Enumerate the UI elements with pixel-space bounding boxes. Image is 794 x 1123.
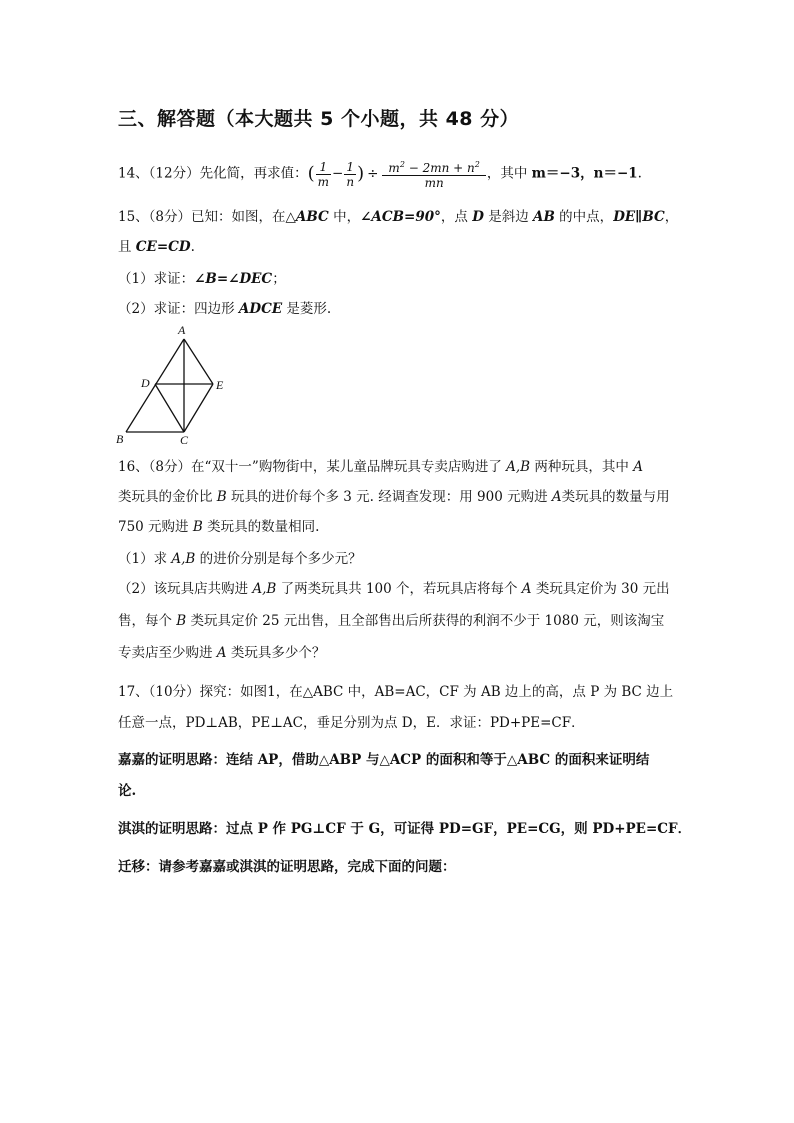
- q16-b-2: B: [192, 519, 203, 535]
- label-c: C: [180, 433, 189, 447]
- fraction-1-over-n: [344, 160, 356, 189]
- right-paren: ): [357, 163, 365, 184]
- q15-text-f: ，: [664, 209, 679, 225]
- transfer-prompt: 迁移：请参考嘉嘉或淇淇的证明思路，完成下面的问题：: [118, 859, 456, 875]
- figure-lines: [126, 339, 213, 432]
- q15-text-d: 是斜边: [483, 209, 533, 225]
- q17-line-2: 任意一点，PD⊥AB，PE⊥AC，垂足分别为点 D，E．求证：PD+PE=CF．: [118, 715, 585, 731]
- q16-line-1: [118, 458, 643, 476]
- q16-part-2-end: [118, 644, 325, 662]
- q16-line-2: [118, 488, 670, 506]
- q15-text-b: 中，: [328, 209, 361, 225]
- rhombus-figure: [112, 322, 232, 448]
- jiajia-idea-2: 论.: [118, 783, 137, 799]
- question-14: [118, 158, 642, 190]
- qiqi-idea: 淇淇的证明思路：过点 P 作 PG⊥CF 于 G，可证得 PD=GF，PE=CG，则 PD+PE=CF．: [118, 821, 692, 837]
- q16-b: B: [216, 489, 227, 505]
- q15-p2-b: ADCE: [238, 301, 283, 317]
- q16-ab-3: A,B: [252, 581, 277, 597]
- q14-end: .: [637, 165, 642, 182]
- q17-line-1: 17、（10分）探究：如图1，在△ABC 中，AB=AC，CF 为 AB 边上的高，点 P 为 BC 边上: [118, 684, 674, 700]
- jiajia-idea-1: 嘉嘉的证明思路：连结 AP，借助△ABP 与△ACP 的面积和等于△ABC 的面积来证明结: [118, 752, 650, 768]
- q15-line2-b: .: [190, 239, 195, 255]
- q15-text-c: ，点: [440, 209, 473, 225]
- q15-ce-cd: CE=CD: [135, 239, 191, 255]
- frac1-denominator: m: [317, 174, 330, 189]
- q15-line2-a: 且: [118, 239, 136, 255]
- segment-ec: [184, 384, 213, 432]
- q15-line-2: [118, 238, 195, 256]
- q15-angle: ∠ACB=90°: [360, 209, 441, 225]
- q16-p1-a: （1）求: [118, 551, 172, 567]
- q16-l3-a: 750 元购进: [118, 519, 193, 535]
- q16-p3-a: 售，每个: [118, 613, 177, 629]
- q16-l2-a: 类玩具的金价比: [118, 489, 217, 505]
- q16-b-3: B: [176, 613, 187, 629]
- q16-p4-b: 类玩具多少个？: [226, 645, 326, 661]
- num-n-exp: 2: [474, 160, 480, 169]
- q16-p3-b: 类玩具定价 25 元出售，且全部售出后所获得的利润不少于 1080 元，则该淘宝: [186, 613, 665, 629]
- label-a: A: [178, 323, 186, 337]
- frac2-denominator: n: [346, 174, 355, 189]
- q15-text-a: 15、（8分）已知：如图，在: [118, 209, 286, 225]
- q16-p2-c: 类玩具定价为 30 元出: [531, 581, 670, 597]
- q15-point-d: D: [472, 209, 484, 225]
- q15-p2-a: （2）求证：四边形: [118, 301, 239, 317]
- q15-line-1: [118, 208, 678, 226]
- q16-ab-2: A,B: [171, 551, 196, 567]
- label-b: B: [116, 432, 124, 446]
- left-paren: (: [307, 163, 315, 184]
- q16-l1-b: 两种玩具，其中: [530, 459, 634, 475]
- q16-part-2: [118, 580, 670, 598]
- q15-part-1: [118, 270, 286, 288]
- q15-text-e: 的中点，: [554, 209, 614, 225]
- q16-a-3: A: [521, 581, 532, 597]
- q15-part-2: [118, 300, 331, 318]
- q15-triangle: △ABC: [285, 209, 329, 225]
- q16-p2-a: （2）该玩具店共购进: [118, 581, 253, 597]
- frac3-numerator: [382, 158, 485, 176]
- q15-p1-c: ；: [272, 271, 286, 287]
- q16-l2-b: 玩具的进价每个多 3 元. 经调查发现：用 900 元购进: [226, 489, 552, 505]
- q15-ab: AB: [533, 209, 555, 225]
- q16-part-1: [118, 550, 362, 568]
- segment-dc: [155, 384, 184, 432]
- q16-l3-b: 类玩具的数量相同.: [202, 519, 320, 535]
- q16-a: A: [633, 459, 643, 475]
- q16-l2-c: 类玩具的数量与用: [561, 489, 670, 505]
- q14-prefix: 14、（12分）先化简，再求值：: [118, 165, 308, 182]
- q16-line-3: [118, 518, 319, 536]
- q14-condition: m＝−3，n＝−1: [531, 165, 638, 182]
- q15-p1-a: （1）求证：: [118, 271, 195, 287]
- q16-ab: A,B: [506, 459, 531, 475]
- fraction-1-over-m: [316, 160, 331, 189]
- minus-sign: −: [332, 165, 344, 182]
- q16-a-2: A: [551, 489, 562, 505]
- q16-p2-b: 了两类玩具共 100 个，若玩具店将每个: [276, 581, 522, 597]
- division-sign: ÷: [367, 165, 379, 182]
- label-d: D: [141, 376, 150, 390]
- num-mid: − 2mn + n: [404, 161, 475, 175]
- num-m-exp: 2: [399, 160, 405, 169]
- section-title: 三、解答题（本大题共 5 个小题，共 48 分）: [118, 108, 520, 130]
- fraction-main: [382, 158, 485, 190]
- label-e: E: [216, 378, 224, 392]
- frac1-numerator: 1: [316, 160, 331, 175]
- q15-p1-b: ∠B=∠DEC: [194, 271, 273, 287]
- q16-part-2-cont: [118, 612, 664, 630]
- q16-a-4: A: [216, 645, 227, 661]
- q15-de-parallel: DE∥BC: [613, 209, 665, 225]
- q16-l1-a: 16、（8分）在“双十一”购物街中，某儿童品牌玩具专卖店购进了: [118, 459, 507, 475]
- q14-suffix: ，其中: [486, 165, 532, 182]
- q15-p2-c: 是菱形.: [282, 301, 332, 317]
- segment-ae: [184, 339, 213, 384]
- frac2-numerator: 1: [344, 160, 356, 175]
- q16-p4-a: 专卖店至少购进: [118, 645, 217, 661]
- frac3-denominator: mn: [424, 176, 444, 190]
- num-m: m: [388, 161, 400, 175]
- q16-p1-b: 的进价分别是每个多少元？: [195, 551, 362, 567]
